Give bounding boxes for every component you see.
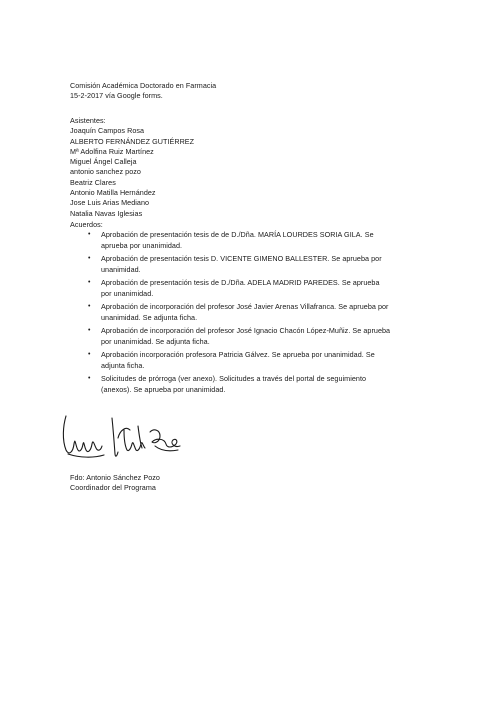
attendee-name: Antonio Matilla Hernández [70,188,156,198]
handwritten-signature-icon [60,408,185,468]
attendee-name: ALBERTO FERNÁNDEZ GUTIÉRREZ [70,136,195,146]
agreement-text: Aprobación de presentación tesis de D./Dña. ADELA MADRID PAREDES. Se aprueba por unanimidad. [101,278,380,298]
agreement-item [70,302,391,323]
signature-footer [70,473,160,494]
attendee-name: Miguel Ángel Calleja [70,157,137,167]
agreement-item [70,254,391,275]
bullet-icon: • [88,255,91,263]
bullet-icon: • [88,303,91,311]
commission-title: Comisión Académica Doctorado en Farmacia [70,81,217,90]
agreement-text: Aprobación de presentación tesis de de D./Dña. MARÍA LOURDES SORIA GILA. Se aprueba por unanimidad. [101,230,374,250]
attendee-name: Mª Adolfina Ruiz Martínez [70,146,154,156]
attendee-name: Jose Luis Arias Mediano [70,198,150,208]
attendee-name: Joaquín Campos Rosa [70,126,145,136]
agreement-item [70,230,391,251]
document-header [70,81,216,102]
agreement-text: Aprobación de incorporación del profesor José Ignacio Chacón López-Muñiz. Se aprueba por unanimidad. Se adjunta ficha. [101,326,391,346]
bullet-icon: • [88,327,91,335]
signer-role: Coordinador del Programa [70,483,156,493]
agreement-text: Aprobación de presentación tesis D. VICENTE GIMENO BALLESTER. Se aprueba por unanimidad. [101,254,382,274]
attendees-label: Asistentes: [70,116,106,125]
agreement-item [70,278,391,299]
attendee-name: Natalia Navas Iglesias [70,208,143,218]
agreement-item [70,326,391,347]
attendee-name: antonio sanchez pozo [70,167,141,177]
attendees-section [70,116,194,219]
bullet-icon: • [88,351,91,359]
agreements-label: Acuerdos: [70,220,103,229]
agreement-item [70,350,391,371]
attendee-name: Beatriz Clares [70,177,116,187]
agreement-text: Aprobación de incorporación del profesor José Javier Arenas Villafranca. Se aprueba por unanimidad. Se adjunta ficha. [101,302,389,322]
agreement-item [70,374,391,395]
agreements-section [70,220,391,398]
bullet-icon: • [88,375,91,383]
bullet-icon: • [88,231,91,239]
signer-name: Fdo: Antonio Sánchez Pozo [70,473,160,482]
agreements-list [70,230,391,395]
agreement-text: Aprobación incorporación profesora Patricia Gálvez. Se aprueba por unanimidad. Se adjunta ficha. [101,350,375,370]
bullet-icon: • [88,279,91,287]
agreement-text: Solicitudes de prórroga (ver anexo). Solicitudes a través del portal de seguimiento (anexos). Se aprueba por unanimidad. [101,374,367,394]
meeting-date: 15-2-2017 vía Google forms. [70,91,163,101]
